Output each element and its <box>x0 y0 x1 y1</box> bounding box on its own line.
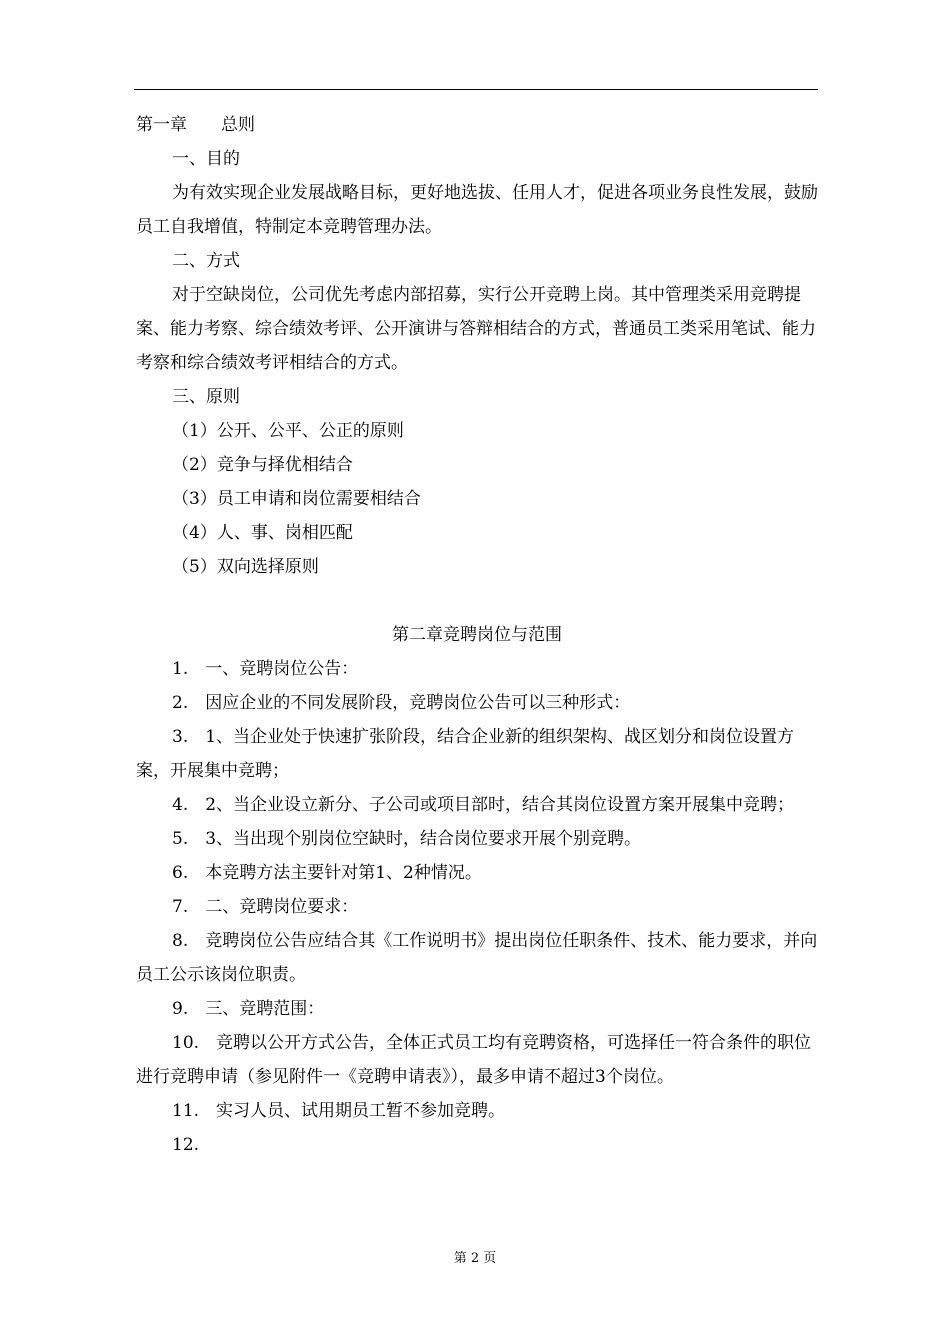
principle-item: （1）公开、公平、公正的原则 <box>172 421 404 441</box>
header-rule <box>134 89 818 90</box>
chapter2-item: 6. 本竞聘方法主要针对第1、2种情况。 <box>172 863 482 883</box>
chapter2-item: 9. 三、竞聘范围： <box>172 999 325 1019</box>
document-body <box>136 108 818 1162</box>
chapter2-item: 7. 二、竞聘岗位要求： <box>172 897 359 917</box>
principle-item: （5）双向选择原则 <box>172 557 319 577</box>
chapter2-item: 8. 竞聘岗位公告应结合其《工作说明书》提出岗位任职条件、技术、能力要求，并向员工公示该岗位职责。 <box>136 931 818 985</box>
chapter2-item: 3. 1、当企业处于快速扩张阶段，结合企业新的组织架构、战区划分和岗位设置方案，开展集中竞聘； <box>136 727 795 781</box>
page-number: 第 2 页 <box>453 1251 497 1266</box>
chapter2-item: 4. 2、当企业设立新分、子公司或项目部时，结合其岗位设置方案开展集中竞聘； <box>172 795 795 815</box>
chapter2-item: 1. 一、竞聘岗位公告： <box>172 659 359 679</box>
purpose-paragraph: 为有效实现企业发展战略目标，更好地选拔、任用人才，促进各项业务良性发展，鼓励员工自我增值，特制定本竞聘管理办法。 <box>136 183 818 237</box>
section-principle-heading: 三、原则 <box>172 387 240 407</box>
chapter2-title: 第二章竞聘岗位与范围 <box>392 625 562 645</box>
chapter2-item: 2. 因应企业的不同发展阶段，竞聘岗位公告可以三种形式： <box>172 693 631 713</box>
section-method-heading: 二、方式 <box>172 251 240 271</box>
principle-item: （2）竞争与择优相结合 <box>172 455 353 475</box>
chapter1-title: 第一章 总则 <box>136 115 255 135</box>
chapter2-item: 5. 3、当出现个别岗位空缺时，结合岗位要求开展个别竞聘。 <box>172 829 642 849</box>
chapter2-item: 10. 竞聘以公开方式公告，全体正式员工均有竞聘资格，可选择任一符合条件的职位进行竞聘申请（参见附件一《竞聘申请表》），最多申请不超过3个岗位。 <box>136 1033 812 1087</box>
principle-item: （3）员工申请和岗位需要相结合 <box>172 489 421 509</box>
principle-item: （4）人、事、岗相匹配 <box>172 523 353 543</box>
spacer <box>136 584 818 618</box>
section-purpose-heading: 一、目的 <box>172 149 240 169</box>
method-paragraph: 对于空缺岗位，公司优先考虑内部招募，实行公开竞聘上岗。其中管理类采用竞聘提案、能力考察、综合绩效考评、公开演讲与答辩相结合的方式，普通员工类采用笔试、能力考察和综合绩效考评相结合的方式。 <box>136 285 816 373</box>
chapter2-item: 12. <box>172 1135 200 1155</box>
chapter2-item: 11. 实习人员、试用期员工暂不参加竞聘。 <box>172 1101 506 1121</box>
